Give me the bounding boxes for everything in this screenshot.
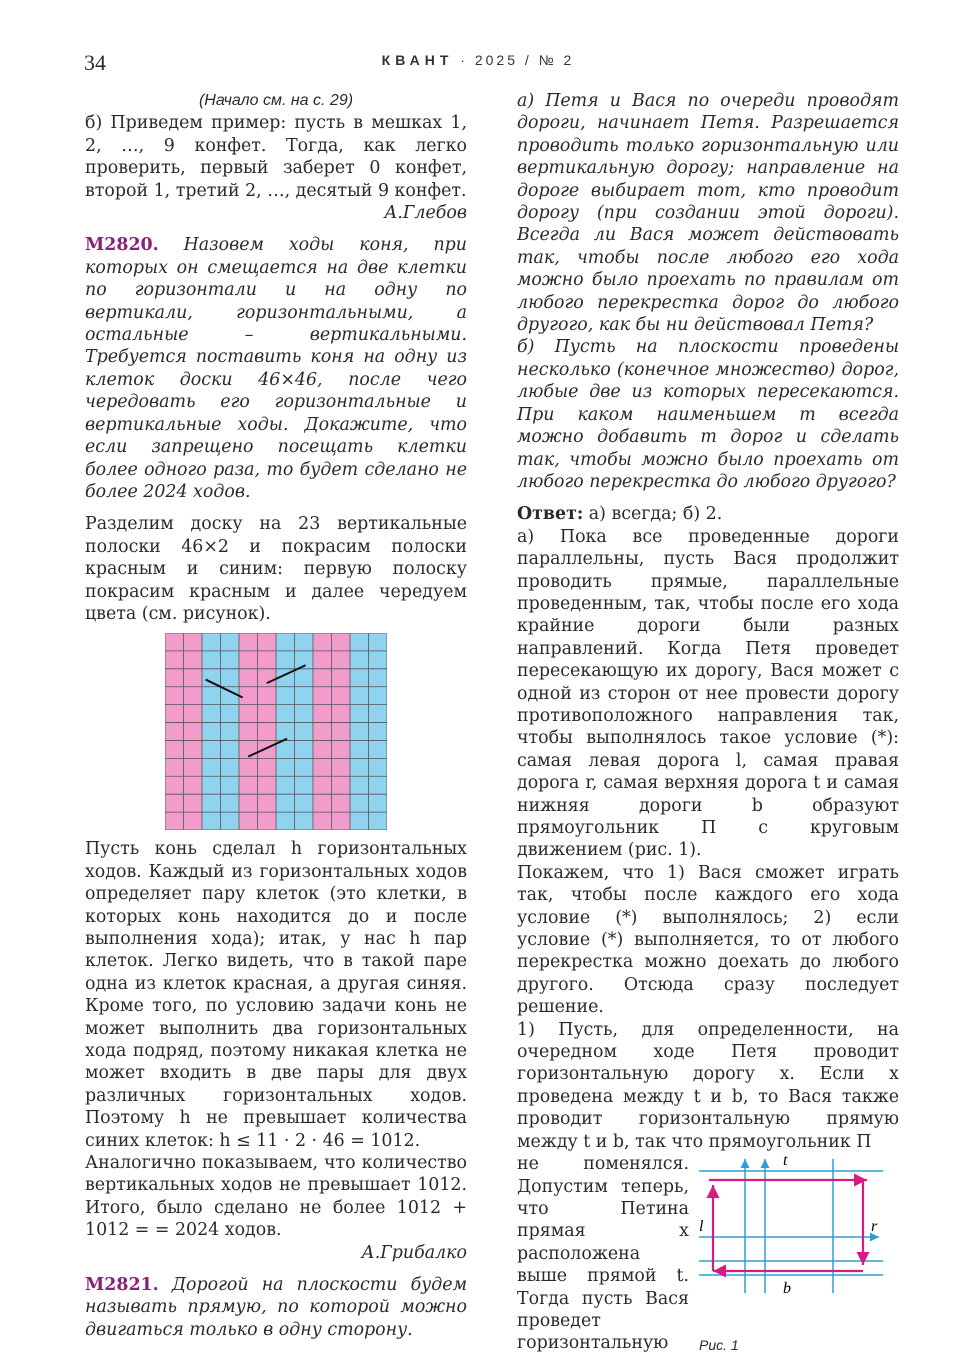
magazine-title: КВАНТ [381, 52, 454, 68]
right-column [517, 90, 899, 1355]
blue-stripe-cell-column [202, 633, 221, 830]
blue-stripe-cell-column [369, 633, 388, 830]
problem-m2820 [85, 234, 467, 503]
problem-code-m2821: М2821. [85, 1275, 159, 1296]
label-l: l [699, 1218, 704, 1236]
solution-m2820-p2: Пусть конь сделал h горизонтальных ходов. Каждый из горизонтальных ходов определяет пару клеток (это клетки, в которых конь находится до и после выполнения хода); итак, у нас h пар клеток. Легко видеть, что в такой паре одна из клеток красная, а другая синяя. Кроме того, по условию задачи конь не может выполнить два горизонтальных хода подряд, поэтому никакая клетка не может входить в две пары для двух различных горизонтальных ходов. Поэтому h не превышает количества синих клеток: h ≤ 11 · 2 · 46 = 1012. [85, 839, 467, 1151]
previous-solution-b: б) Приведем пример: пусть в мешках 1, 2, …, 9 конфет. Тогда, как легко проверить, первый заберет 0 конфет, второй 1, третий 2, …, десятый 9 конфет. [85, 113, 467, 201]
red-stripe-cell-column [258, 633, 277, 830]
label-r: r [871, 1218, 878, 1236]
problem-code-m2820: М2820. [85, 235, 159, 256]
answer-label: Ответ: [517, 504, 584, 525]
roads-diagram [699, 1153, 899, 1313]
issue-number: · 2025 / № 2 [460, 52, 575, 68]
left-column [85, 90, 467, 1341]
blue-stripe-cell-column [221, 633, 240, 830]
label-b: b [783, 1280, 791, 1298]
red-stripe-cell-column [332, 633, 351, 830]
solution-a-p1: а) Пока все проведенные дороги параллельны, пусть Вася продолжит проводить прямые, параллельные проведенным, так, чтобы после его хода крайние дороги были разных направлений. Когда Петя проведет пересекающую их дорогу, Вася может с одной из сторон от нее провести дорогу противоположного направления так, чтобы выполнялось такое условие (*): самая левая дорога l, самая правая дорога r, самая верхняя дорога t и самая нижняя дороги b образуют прямоугольник Π с круговым движением (рис. 1). [517, 526, 899, 861]
board-figure [165, 633, 387, 830]
problem-m2820-text: Назовем ходы коня, при которых он смещается на две клетки по горизонтали и на одну по вертикали, горизонтальными, а остальные – вертикальными. Требуется поставить коня на одну из клеток доски 46×46, после чего чередовать его горизонтальные и вертикальные ходы. Докажите, что если запрещено посещать клетки более одного раза, то будет сделано не более 2024 ходов. [85, 235, 467, 502]
running-head [0, 52, 956, 68]
solution-a-p2: Покажем, что 1) Вася сможет играть так, чтобы после каждого его хода условие (*) выполнялось; 2) если условие (*) выполняется, то от любого перекрестка можно доехать до любого другого. Отсюда сразу последует решение. [517, 862, 899, 1018]
solution-m2820-p3: Аналогично показываем, что количество вертикальных ходов не превышает 1012. Итого, было сделано не более 1012 + 1012 = = 2024 ходов. [85, 1153, 467, 1241]
page-number: 34 [84, 50, 106, 75]
continued-note: (Начало см. на с. 29) [198, 92, 354, 109]
answer-line [517, 503, 899, 525]
condition-a: а) Петя и Вася по очереди проводят дороги, начинает Петя. Разрешается проводить только горизонтальную или вертикальную дорогу; направление на дороге выбирает тот, кто проводит дорогу (при создании этой дороги). Всегда ли Вася может действовать так, чтобы после любого его хода можно было проехать по правилам от любого перекрестка дорог до любого другого, как бы ни действовал Петя? [517, 91, 899, 336]
answer-text: а) всегда; б) 2. [583, 504, 723, 525]
figure-1-row [517, 1153, 899, 1355]
solution-m2820-p1: Разделим доску на 23 вертикальные полоски 46×2 и покрасим полоски красным и синим: первую полоску покрасим красным и далее чередуем цвета (см. рисунок). [85, 514, 467, 624]
red-stripe-cell-column [239, 633, 258, 830]
solution-a-p3: 1) Пусть, для определенности, на очередном ходе Петя проводит горизонтальную дорогу x. Если x проведена между t и b, то Вася также проводит горизонтальную прямую между t и b, так что прямоугольник Π [517, 1019, 899, 1152]
solution-a-p4: не поменялся. Допустим теперь, что Петина прямая x расположена выше прямой t. Тогда пусть Вася проведет горизонтальную [517, 1154, 689, 1354]
problem-m2821 [85, 1274, 467, 1341]
red-stripe-cell-column [165, 633, 184, 830]
label-t: t [783, 1153, 788, 1170]
blue-stripe-cell-column [295, 633, 314, 830]
condition-b: б) Пусть на плоскости проведены несколько (конечное множество) дорог, любые две из которых пересекаются. При каком наименьшем m всегда можно добавить m дорог и сделать так, чтобы можно было проехать от любого перекрестка до любого другого? [517, 337, 899, 492]
blue-stripe-cell-column [276, 633, 295, 830]
m2820-author: А.Грибалко [361, 1242, 467, 1263]
figure-1 [699, 1153, 899, 1355]
red-stripe-cell-column [184, 633, 203, 830]
red-stripe-cell-column [313, 633, 332, 830]
problem-m2821-text: Дорогой на плоскости будем называть прямую, по которой можно двигаться только в одну сторону. [85, 1275, 468, 1340]
previous-author: А.Глебов [384, 203, 467, 224]
blue-stripe-cell-column [350, 633, 369, 830]
striped-board [165, 633, 387, 830]
figure-caption: Рис. 1 [699, 1337, 739, 1354]
